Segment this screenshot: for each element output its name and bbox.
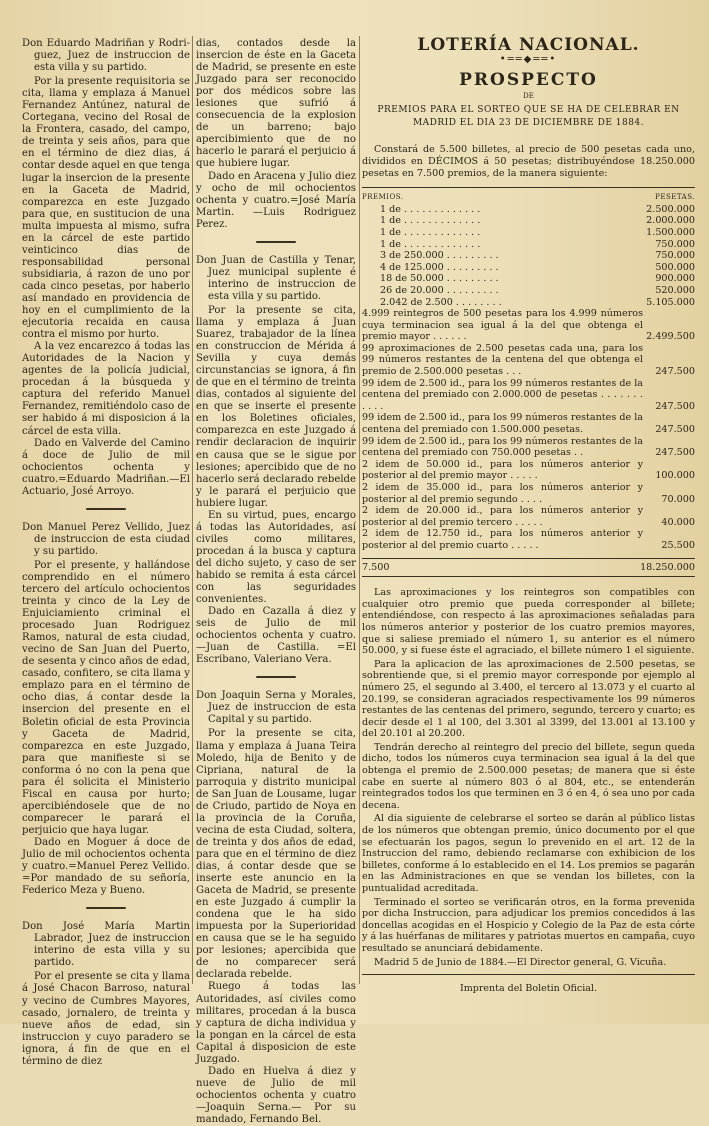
prize-description: 26 de 20.000 . . . . . . . . . (380, 284, 499, 296)
prize-row (362, 250, 695, 262)
prize-description: 99 idem de 2.500 id., para los 99 números restantes de la centena del premiado con 750.000 pesetas . . (362, 435, 643, 459)
prize-amount: 5.105.000 (646, 296, 695, 308)
prize-amount: 247.500 (655, 366, 695, 378)
prize-amount: 2.500.000 (646, 203, 695, 215)
notice-paragraph: dias, contados desde la insercion de éste en la Gaceta de Madrid, se presente en este Juzgado para ser reconocido por dos médicos sobre las lesiones que sufrió á consecuencia de la explosion de un barreno; bajo apercibimiento que de no hacerlo le parará el perjuicio á que hubiere lugar. (196, 38, 356, 170)
prize-description: 2.042 de 2.500 . . . . . . . . (380, 296, 502, 308)
legal-notice (22, 921, 190, 1068)
printer-imprint: Imprenta del Boletin Oficial. (362, 974, 695, 995)
prize-description: 99 aproximaciones de 2.500 pesetas cada una, para los 99 números restantes de la centena del que obtenga el premio de 2.500.000 pesetas . . . (362, 342, 643, 378)
prize-row (362, 412, 695, 435)
conditions-paragraph: Madrid 5 de Junio de 1884.—El Director general, G. Vicuña. (374, 956, 667, 968)
legal-notice (22, 522, 190, 897)
notice-paragraph: En su virtud, pues, encargo á todas las Autoridades, así civiles como militares, procedan á la busca y captura del dicho sujeto, y caso de ser habido se remita á esta cárcel con las seguridades convenientes. (196, 509, 356, 606)
premios-column-header: PREMIOS. (362, 193, 404, 202)
prize-amount: 750.000 (655, 250, 695, 262)
prize-row (362, 204, 695, 216)
prize-row (362, 239, 695, 251)
notice-separator (86, 907, 126, 909)
legal-notice (196, 38, 356, 231)
prize-description: 4 de 125.000 . . . . . . . . . (380, 261, 499, 273)
draw-description: PREMIOS PARA EL SORTEO QUE SE HA DE CELEBRAR EN MADRID EL DIA 23 DE DICIEMBRE DE 1884. (377, 105, 680, 129)
prize-amount: 247.500 (655, 424, 695, 436)
prize-amount: 1.500.000 (646, 226, 695, 238)
total-prize-count: 7.500 (362, 561, 390, 573)
prize-row (362, 273, 695, 285)
prize-amount: 70.000 (661, 493, 695, 505)
prize-description: 3 de 250.000 . . . . . . . . . (380, 250, 499, 262)
prize-row (362, 285, 695, 297)
lottery-conditions (362, 587, 695, 968)
prize-amount: 247.500 (655, 447, 695, 459)
prize-amount: 25.500 (661, 539, 695, 551)
prize-row (362, 482, 695, 505)
lottery-title: LOTERÍA NACIONAL. (417, 35, 640, 55)
prize-description: 99 idem de 2.500 id., para los 99 números restantes de la centena del premiado con 2.000.000 de pesetas . . . . . . . . . . . (362, 377, 643, 412)
prize-amount: 750.000 (655, 238, 695, 250)
conditions-paragraph: Tendrán derecho al reintegro del precio del billete, segun queda dicho, todos los números cuya terminacion sea igual á la del que obtenga el premio de 2.500.000 pesetas; de manera que si éste cabe en suerte al número 803 ó al 804, etc., se entenderán reintegrados todos los que terminen en 3 ó en 4, ó sea uno por cada decena. (362, 741, 695, 811)
prize-description: 2 idem de 50.000 id., para los números anterior y posterior al del premio mayor . . . . . (362, 458, 643, 482)
notice-paragraph: Dado en Aracena y Julio diez y ocho de mil ochocientos ochenta y cuatro.=José María Martin. —Luis Rodriguez Perez. (196, 170, 356, 230)
total-prize-amount: 18.250.000 (640, 561, 695, 573)
prize-description: 4.999 reintegros de 500 pesetas para los 4.999 números cuya terminacion sea igual á la del que obtenga el premio mayor . . . . . . (362, 308, 643, 343)
notice-paragraph: Ruego á todas las Autoridades, así civiles como militares, procedan á la busca y captura de dicha individua y la pongan en la cárcel de esta Capital á disposicion de este Juzgado. (196, 981, 356, 1065)
prize-row (362, 505, 695, 528)
prize-description: 1 de . . . . . . . . . . . . . (380, 203, 481, 215)
lottery-prospectus (362, 35, 695, 995)
column-middle (196, 38, 356, 1126)
notice-paragraph: Dado en Huelva á diez y nueve de Julio de mil ochocientos ochenta y cuatro —Joaquin Serna.— Por su mandado, Fernando Bel. (196, 1065, 356, 1125)
prize-row (362, 215, 695, 227)
legal-notice (196, 255, 356, 667)
prize-row (362, 297, 695, 309)
prize-description: 18 de 50.000 . . . . . . . . . (380, 273, 499, 285)
prize-description: 2 idem de 35.000 id., para los números anterior y posterior al del premio segundo . . . . (362, 482, 643, 505)
prize-table-header (362, 187, 695, 204)
prize-row (362, 262, 695, 274)
prize-description: 99 idem de 2.500 id., para los 99 números restantes de la centena del premiado con 1.500.000 pesetas. (362, 412, 643, 436)
prize-row (362, 343, 695, 378)
legal-notice (22, 38, 190, 498)
prize-amount: 100.000 (655, 470, 695, 482)
prize-row (362, 459, 695, 482)
prize-amount: 247.500 (655, 400, 695, 412)
column-rule (359, 36, 360, 984)
conditions-paragraph: Para la aplicacion de las aproximaciones de 2.500 pesetas, se sobrentiende que, si el premio mayor corresponde por ejemplo al número 25, el segundo al 3.400, el tercero al 13.073 y el cuarto al 20.199, se consideran agraciados respectivamente los 99 números restantes de las centenas del primero, segundo, tercero y cuarto; es decir desde el 1 al 100, del 3.301 al 3399, del 13.001 al 13.100 y del 20.101 al 20.200. (362, 658, 695, 740)
notice-heading: Don José María Martin Labrador, Juez de instruccion interino de esta villa y su partido. (22, 921, 190, 969)
prize-row (362, 227, 695, 239)
prize-description: 2 idem de 20.000 id., para los números anterior y posterior al del premio tercero . . . . . (362, 505, 643, 528)
intro-paragraph: Constará de 5.500 billetes, al precio de 500 pesetas cada uno, divididos en DÉCIMOS á 50 pesetas; distribuyéndose 18.250.000 pesetas en 7.500 premios, de la manera siguiente: (362, 144, 695, 179)
prize-amount: 520.000 (655, 284, 695, 296)
legal-notice (196, 690, 356, 1126)
conditions-paragraph: Las aproximaciones y los reintegros son compatibles con cualquier otro premio que pueda corresponder al billete; entendiéndose, con respecto á las aproximaciones señaladas para los números anterior y posterior de los cuatro premios mayores, que si saliese premiado el número 1, su anterior es el número 50.000, y si fuese éste el agraciado, el billete número 1 el siguiente. (362, 587, 695, 657)
prize-row (362, 436, 695, 459)
notice-paragraph: Por la presente se cita, llama y emplaza á Juana Teira Moledo, hija de Benito y de Cipriana, natural de la parroquia y distrito municipal de San Juan de Lousame, lugar de Criudo, partido de Noya en la provincia de la Coruña, vecina de esta Ciudad, soltera, de treinta y dos años de edad, para que en el término de diez dias, á contar desde que se inserte este anuncio en la Gaceta de Madrid, se presente en este Juzgado á cumplir la condena que le ha sido impuesta por la Superioridad en causa que se le ha seguido por lesiones; apercibida que de no comparecer será declarada rebelde. (196, 728, 356, 981)
prize-amount: 2.000.000 (646, 215, 695, 227)
notice-heading: Don Eduardo Madriñan y Rodri-guez, Juez de instruccion de esta villa y su partido. (22, 38, 190, 74)
prize-row (362, 378, 695, 413)
notice-separator (256, 676, 296, 678)
conditions-paragraph: Terminado el sorteo se verificarán otros, en la forma prevenida por dicha Instruccion, para adjudicar los premios concedidos á las doncellas acogidas en el Hospicio y Colegio de la Paz de esta córte y á las huérfanas de militares y patriotas muertos en campaña, cuyo resultado se anunciará debidamente. (362, 896, 695, 954)
notice-paragraph: Por la presente requisitoria se cita, llama y emplaza á Manuel Fernandez Antúnez, natural de Cortegana, vecino del Rosal de la Frontera, casado, del campo, de treinta y seis años, para que en el término de diez dias, á contar desde aquel en que tenga lugar la insercion de la presente en la Gaceta de Madrid, comparezca en este Juzgado para que, en sustitucion de una multa impuesta al mismo, sufra en la cárcel de este partido veinticinco dias de responsabilidad personal subsidiaria, á razon de uno por cada cinco pesetas, por haberlo así mandado en providencia de hoy en el cumplimiento de la ejecutoria recaida en causa contra el mismo por hurto. (22, 76, 190, 341)
notice-paragraph: Por la presente se cita, llama y emplaza á Juan Suarez, trabajador de la línea en construccion de Mérida á Sevilla y cuya demás circunstancias se ignora, á fin de que en el término de treinta dias, contados al siguiente del en que se inserte el presente en los Boletines oficiales, comparezca en este Juzgado á rendir declaracion de inquirir en causa que se le sigue por lesiones; apercibido que de no hacerlo será declarado rebelde y le parará el perjuicio que hubiere lugar. (196, 304, 356, 509)
prospectus-heading: PROSPECTO (459, 70, 598, 91)
notice-paragraph: Dado en Moguer á doce de Julio de mil ochocientos ochenta y cuatro.=Manuel Perez Vellido. =Por mandado de su señoría, Federico Meza y Bueno. (22, 837, 190, 897)
column-left (22, 38, 190, 1068)
ornament-divider: •══◆══• (499, 53, 558, 65)
prize-amount: 40.000 (661, 516, 695, 528)
prize-total-row (362, 558, 695, 578)
notice-paragraph: Por el presente, y hallándose comprendido en el número tercero del artículo ochocientos treinta y cinco de la Ley de Enjuiciamiento criminal el procesado Juan Rodriguez Ramos, natural de esta ciudad, vecino de San Juan del Puerto, de sesenta y cinco años de edad, casado, confitero, se cita llama y emplazo para en el término de ocho dias, á contar desde la insercion del presente en el Boletin oficial de esta Provincia y Gaceta de Madrid, comparezca en este Juzgado, para que manifieste si se conforma ó no con la pena que para él solicita el Ministerio Fiscal en causa por hurto; apercibiéndosele que de no comparecer le parará el perjuicio que haya lugar. (22, 559, 190, 836)
notice-heading: Don Joaquin Serna y Morales, Juez de instruccion de esta Capital y su partido. (196, 690, 356, 726)
notice-heading: Don Juan de Castilla y Tenar, Juez municipal suplente é interino de instruccion de esta villa y su partido. (196, 254, 356, 302)
prize-amount: 900.000 (655, 273, 695, 285)
de-label: DE (523, 91, 534, 100)
notice-paragraph: Dado en Cazalla á diez y seis de Julio de mil ochocientos ochenta y cuatro.—Juan de Castilla. =El Escribano, Valeriano Vera. (196, 606, 356, 666)
notice-separator (256, 241, 296, 243)
prize-description: 1 de . . . . . . . . . . . . . (380, 215, 481, 227)
notice-heading: Don Manuel Perez Vellido, Juez de instruccion de esta ciudad y su partido. (22, 521, 190, 557)
prize-description: 1 de . . . . . . . . . . . . . (380, 238, 481, 250)
prize-row (362, 308, 695, 343)
notice-paragraph: Por el presente se cita y llama á José Chacon Barroso, natural y vecino de Cumbres Mayores, casado, jornalero, de treinta y nueve años de edad, sin instruccion y cuyo paradero se ignora, á fin de que en el término de diez (22, 971, 190, 1067)
conditions-paragraph: Al dia siguiente de celebrarse el sorteo se darán al público listas de los números que obtengan premio, único documento por el que se efectuarán los pagos, segun lo prevenido en el art. 12 de la Instruccion del ramo, debiendo reclamarse con exhibicion de los billetes, conforme á lo establecido en el 14. Los premios se pagarán en las Administraciones en que se vendan los billetes, con la puntualidad acreditada. (362, 813, 695, 894)
prize-amount: 500.000 (655, 261, 695, 273)
notice-separator (86, 508, 126, 510)
prize-table (362, 204, 695, 552)
column-rule (192, 36, 193, 984)
notice-paragraph: Dado en Valverde del Camino á doce de Julio de mil ochocientos ochenta y cuatro.=Eduardo Madriñan.—El Actuario, José Arroyo. (22, 437, 190, 497)
notice-paragraph: A la vez encarezco á todas las Autoridades de la Nacion y agentes de la policía judicial, procedan á la búsqueda y captura del referido Manuel Fernandez, remitiéndolo caso de ser habido á mi disposicion á la cárcel de esta villa. (22, 341, 190, 437)
prize-description: 1 de . . . . . . . . . . . . . (380, 226, 481, 238)
prize-row (362, 528, 695, 551)
prize-description: 2 idem de 12.750 id., para los números anterior y posterior al del premio cuarto . . . . . (362, 528, 643, 551)
prize-amount: 2.499.500 (646, 331, 695, 343)
pesetas-column-header: PESETAS. (655, 193, 695, 202)
